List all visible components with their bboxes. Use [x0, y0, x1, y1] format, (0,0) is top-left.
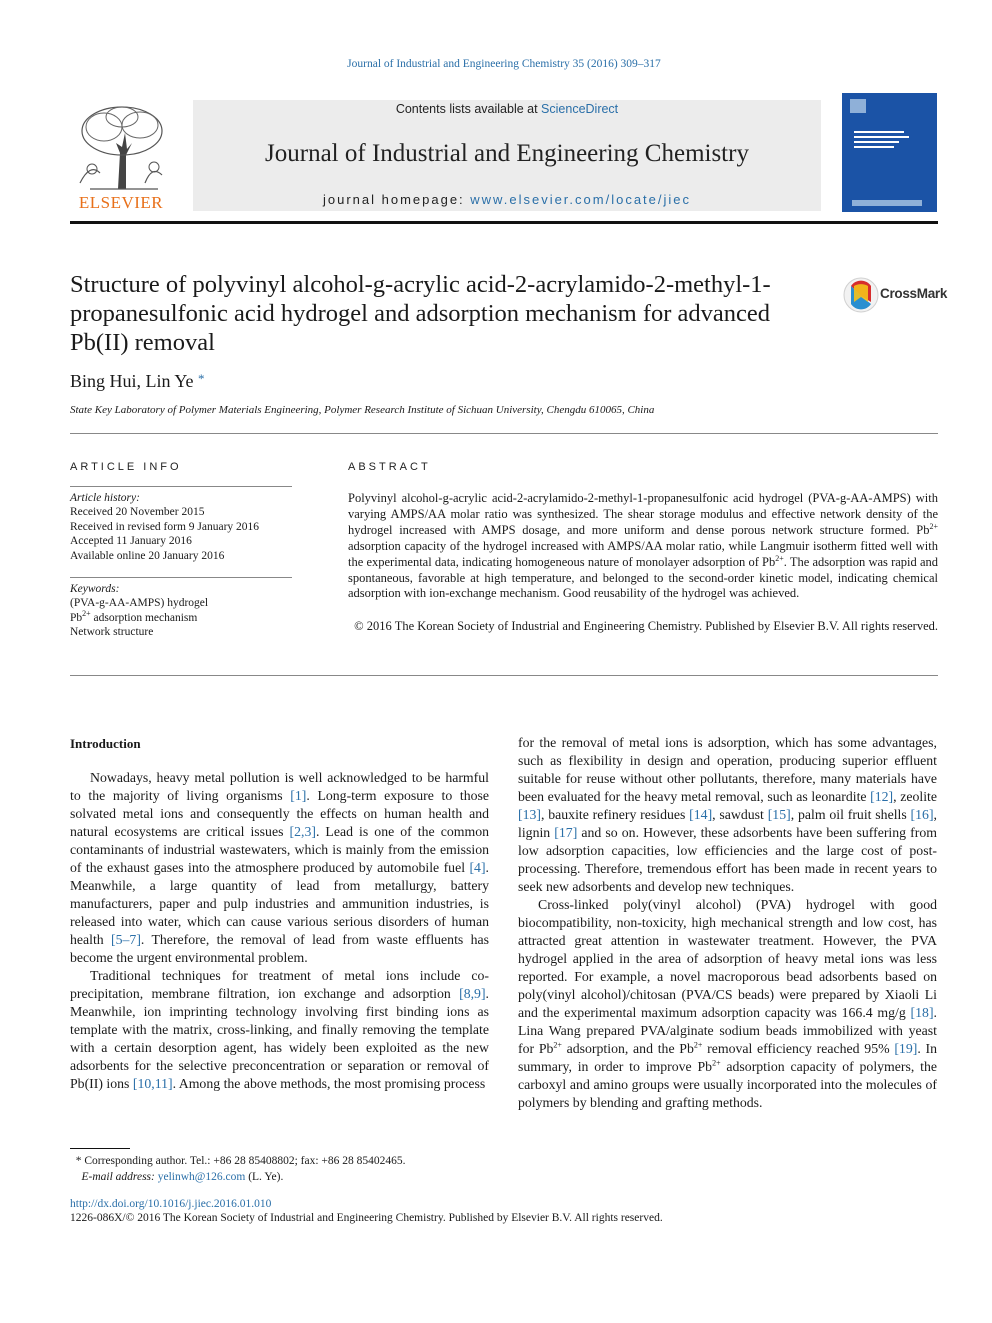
- text-segment: , sawdust: [712, 807, 768, 822]
- cover-title-block: [854, 131, 914, 153]
- corresponding-author-mark[interactable]: *: [198, 371, 205, 386]
- masthead-panel: [193, 100, 821, 211]
- reference-link[interactable]: [2,3]: [289, 824, 316, 839]
- abstract-heading: ABSTRACT: [348, 461, 431, 473]
- history-online: Available online 20 January 2016: [70, 549, 225, 562]
- contents-prefix: Contents lists available at: [395, 102, 542, 116]
- body-paragraph: [70, 967, 489, 1093]
- reference-link[interactable]: [14]: [689, 807, 713, 822]
- text-segment: . Lina Wang prepared PVA/alginate sodium beads immobilized with yeast for Pb: [518, 1005, 937, 1056]
- keyword-item: (PVA-g-AA-AMPS) hydrogel: [70, 597, 209, 610]
- email-label: E-mail address:: [81, 1171, 158, 1183]
- reference-link[interactable]: [17]: [554, 825, 578, 840]
- journal-title: Journal of Industrial and Engineering Chemistry: [265, 140, 749, 167]
- keywords-label: Keywords:: [70, 583, 120, 595]
- text-segment: . Meanwhile, ion imprinting technology involving first binding ions as template with the matrix, cross-linking, and finally removing the template with a certain desorption agent, has widely been exploited as the new adsorbents for the selective preconcentration or separation or removal of Pb(II) ions: [70, 986, 489, 1091]
- section-divider-bottom: [70, 675, 938, 676]
- introduction-heading: Introduction: [70, 736, 141, 751]
- footnote-contact: Corresponding author. Tel.: +86 28 85408802; fax: +86 28 85402465.: [81, 1155, 406, 1167]
- footnote-email-line: [70, 1169, 406, 1185]
- reference-link[interactable]: [15]: [767, 807, 791, 822]
- text-segment: , lignin: [518, 807, 937, 840]
- reference-link[interactable]: [13]: [518, 807, 541, 822]
- reference-link[interactable]: [19]: [894, 1041, 918, 1056]
- author-list: [70, 371, 205, 392]
- tree-icon: [70, 103, 172, 191]
- text-segment: . Meanwhile, a large quantity of lead from metallurgy, battery manufacturers, paper and pulp industries and ammunition industries, is released into water, which can cause various serious disorders of human health: [70, 860, 489, 947]
- info-divider-1: [70, 486, 292, 487]
- reference-link[interactable]: [18]: [910, 1005, 934, 1020]
- footnote-mark: *: [75, 1155, 82, 1167]
- superscript: 2+: [693, 1040, 703, 1050]
- email-suffix: (L. Ye).: [245, 1171, 284, 1183]
- article-history: [70, 491, 300, 563]
- text-segment: . Among the above methods, the most promising process: [172, 1076, 486, 1091]
- text-segment: adsorption, and the Pb: [561, 1041, 694, 1056]
- homepage-line: [193, 192, 821, 207]
- abstract-text: [348, 491, 938, 602]
- reference-link[interactable]: [8,9]: [459, 986, 486, 1001]
- crossmark-badge[interactable]: [842, 276, 948, 314]
- reference-link[interactable]: [5–7]: [111, 932, 141, 947]
- header-divider: [70, 221, 938, 224]
- abstract-superscript: 2+: [775, 553, 784, 563]
- cover-footer-block: [852, 200, 922, 206]
- text-segment: , zeolite: [893, 789, 937, 804]
- body-paragraph: [70, 769, 489, 967]
- issn-line: 1226-086X/© 2016 The Korean Society of Industrial and Engineering Chemistry. Published by Elsevier B.V. All rights reserved.: [70, 1212, 663, 1224]
- crossmark-icon: [842, 276, 880, 314]
- history-revised: Received in revised form 9 January 2016: [70, 520, 260, 533]
- journal-header: [70, 93, 938, 213]
- history-accepted: Accepted 11 January 2016: [70, 535, 192, 548]
- text-segment: . Long-term exposure to those solvated metal ions and consequently the effects on human health and natural ecosystems are critical issues: [70, 788, 490, 839]
- reference-link[interactable]: [10,11]: [132, 1076, 173, 1091]
- article-info-heading: ARTICLE INFO: [70, 461, 182, 473]
- abstract-segment: Polyvinyl alcohol-g-acrylic acid-2-acrylamido-2-methyl-1-propanesulfonic acid hydrogel (PVA-g-AA-AMPS) with varying AMPS/AA molar ratio was synthesized. The shear storage modulus and effective network density of the hydrogel increased with AMPS dosage, and more uniform and dense porous network structure formed. Pb: [348, 491, 938, 537]
- elsevier-wordmark: ELSEVIER: [78, 193, 164, 212]
- homepage-prefix: journal homepage:: [322, 192, 471, 207]
- superscript: 2+: [553, 1040, 562, 1050]
- abstract-segment: adsorption capacity of the hydrogel increased with AMPS/AA molar ratio, while Langmuir isotherm fitted well with the experimental data, indicating homogeneous nature of monolayer adsorption of Pb: [348, 538, 938, 569]
- abstract-segment: . The adsorption was rapid and spontaneous, favorable at high temperature, and belonged to the second-order kinetic model, indicating chemical adsorption with ion-exchange mechanism. Good reusability of the hydrogel was achieved.: [348, 554, 938, 601]
- keywords-block: [70, 582, 300, 640]
- keyword-item: [70, 608, 300, 625]
- text-segment: removal efficiency reached 95%: [702, 1041, 895, 1056]
- reference-link[interactable]: [1]: [290, 788, 307, 803]
- abstract-superscript: 2+: [929, 521, 938, 531]
- contents-line: [193, 102, 821, 116]
- footnote-divider: [70, 1148, 130, 1149]
- text-segment: for the removal of metal ions is adsorption, which has some advantages, such as flexibility in design and operation, producing superior effluent suitable for reuse without other pollutants, therefore, many materials have been evaluated for the heavy metal removal, such as leonardite: [518, 735, 937, 804]
- sciencedirect-link[interactable]: ScienceDirect: [541, 102, 619, 116]
- section-divider-top: [70, 433, 938, 434]
- footnote-line: [70, 1153, 406, 1169]
- cover-logo-block: [850, 99, 866, 113]
- text-segment: Traditional techniques for treatment of metal ions include co-precipitation, membrane filtration, ion exchange and adsorption: [70, 968, 489, 1001]
- article-title: Structure of polyvinyl alcohol-g-acrylic acid-2-acrylamido-2-methyl-1-propanesulfonic acid hydrogel and adsorption mechanism for advanced Pb(II) removal: [70, 271, 771, 356]
- crossmark-label: CrossMark: [880, 286, 948, 301]
- email-link[interactable]: yelinwh@126.com: [157, 1171, 246, 1183]
- text-segment: Cross-linked poly(vinyl alcohol) (PVA) hydrogel with good biocompatibility, non-toxicity, high mechanical strength and low cost, has attracted great attention in wastewater treatment. However, the PVA hydrogel applied in the area of adsorption of heavy metal ions was less reported. For example, a novel macroporous bead adsorbents based on poly(vinyl alcohol)/chitosan (PVA/CS beads) were prepared by Xiaoli Li and the experimental maximum adsorption capacity was 166.4 mg/g: [518, 897, 937, 1020]
- keyword-superscript: 2+: [82, 608, 91, 618]
- abstract-copyright: © 2016 The Korean Society of Industrial and Engineering Chemistry. Published by Elsevier B.V. All rights reserved.: [354, 619, 938, 633]
- reference-link[interactable]: [16]: [910, 807, 934, 822]
- info-divider-2: [70, 577, 292, 578]
- cover-title-lines-icon: [854, 131, 914, 151]
- reference-link[interactable]: [12]: [870, 789, 894, 804]
- journal-citation[interactable]: Journal of Industrial and Engineering Chemistry 35 (2016) 309–317: [347, 58, 661, 70]
- text-segment: . Lead is one of the common contaminants of industrial wastewaters, which is mainly from the emission of the exhaust gases into the atmosphere produced by automobile fuel: [70, 824, 489, 875]
- doi-link[interactable]: http://dx.doi.org/10.1016/j.jiec.2016.01.010: [70, 1198, 272, 1210]
- journal-cover-thumbnail[interactable]: [842, 93, 937, 212]
- keyword-item: Network structure: [70, 626, 154, 639]
- affiliation: State Key Laboratory of Polymer Materials Engineering, Polymer Research Institute of Sichuan University, Chengdu 610065, China: [70, 404, 655, 416]
- text-segment: Nowadays, heavy metal pollution is well acknowledged to be harmful to the majority of living organisms: [70, 770, 489, 803]
- authors-names[interactable]: Bing Hui, Lin Ye: [70, 371, 194, 391]
- body-paragraph: [518, 734, 937, 896]
- keyword-text: adsorption mechanism: [90, 611, 198, 624]
- text-segment: adsorption capacity of polymers, the carboxyl and amino groups were usually incorporated into the molecules of polymers by blending and grafting methods.: [518, 1059, 937, 1110]
- homepage-link[interactable]: www.elsevier.com/locate/jiec: [470, 192, 692, 207]
- body-paragraph: [518, 896, 937, 1112]
- elsevier-logo[interactable]: [70, 103, 172, 213]
- text-segment: and so on. However, these adsorbents have been suffering from low adsorption capacities, low efficiencies and the large cost of post-processing. Therefore, tremendous effort has been made in recent years to seek new adsorbents and develop new techniques.: [518, 825, 937, 894]
- corresponding-author-footnote: [70, 1153, 406, 1185]
- history-received: Received 20 November 2015: [70, 506, 205, 519]
- text-segment: , bauxite refinery residues: [541, 807, 690, 822]
- superscript: 2+: [712, 1058, 721, 1068]
- text-segment: . In summary, in order to improve Pb: [518, 1041, 937, 1074]
- text-segment: , palm oil fruit shells: [790, 807, 911, 822]
- reference-link[interactable]: [4]: [469, 860, 486, 875]
- body-column-right: [518, 734, 937, 1112]
- history-label: Article history:: [70, 492, 140, 504]
- text-segment: . Therefore, the removal of lead from waste effluents has become the urgent environmental problem.: [70, 932, 489, 965]
- keyword-text: Pb: [70, 611, 83, 624]
- body-column-left: [70, 769, 489, 1093]
